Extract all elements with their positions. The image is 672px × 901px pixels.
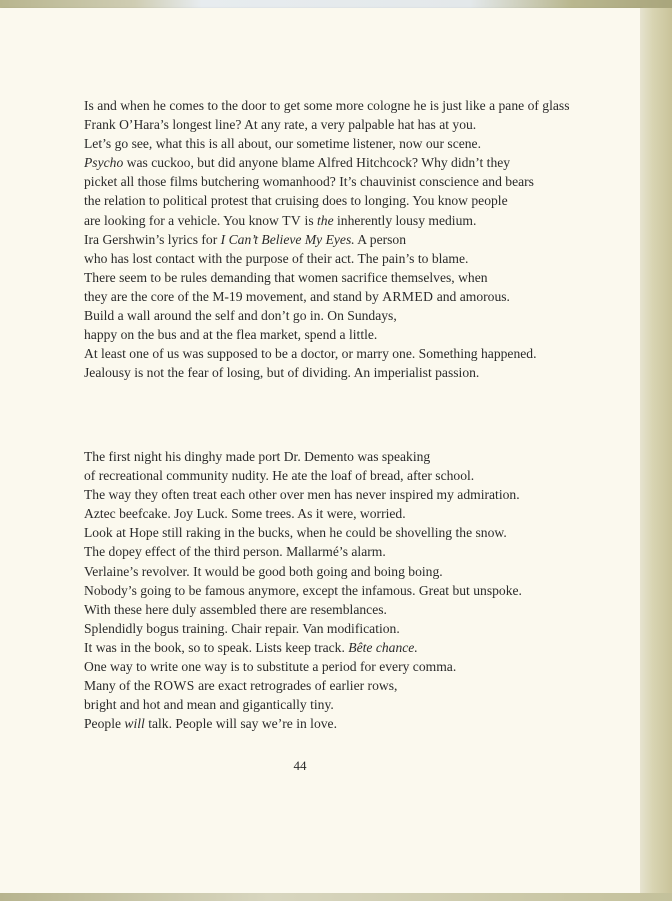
line-text: they are the core of the M-19 movement, and stand by: [84, 288, 383, 304]
line-text: bright and hot and mean and gigantically tiny.: [84, 697, 334, 713]
line-text: Jealousy is not the fear of losing, but of dividing. An imperialist passion.: [84, 365, 480, 381]
line-text: picket all those films butchering womanhood? It’s chauvinist conscience and bears: [84, 174, 534, 190]
line-text: Is and when he comes to the door to get some more cologne he is just like a pane of glass: [84, 98, 570, 113]
line-text: The dopey effect of the third person. Mallarmé’s alarm.: [84, 544, 386, 560]
poem-line: [84, 96, 569, 115]
line-text: Splendidly bogus training. Chair repair. Van modification.: [84, 620, 400, 636]
line-text: the relation to political protest that cruising does to longing. You know people: [84, 193, 508, 209]
poem-line: [84, 153, 569, 172]
line-text: One way to write one way is to substitute a period for every comma.: [84, 659, 457, 675]
poem-line: [84, 325, 569, 344]
poem-line: [84, 638, 522, 657]
line-text: There seem to be rules demanding that women sacrifice themselves, when: [84, 269, 488, 285]
poem-line: [84, 447, 522, 466]
line-text: is: [301, 212, 318, 228]
line-text: happy on the bus and at the flea market, spend a little.: [84, 327, 378, 343]
line-text: Ira Gershwin’s lyrics for: [84, 231, 221, 247]
line-text: Frank O’Hara’s longest line? At any rate, a very palpable hat has at you.: [84, 117, 477, 133]
poem-line: [84, 504, 522, 523]
line-text: talk. People will say we’re in love.: [144, 716, 337, 732]
poem-line: [84, 363, 569, 382]
poem-line: [84, 466, 522, 485]
line-text: are exact retrogrades of earlier rows,: [194, 678, 398, 694]
line-text: was cuckoo, but did anyone blame Alfred Hitchcock? Why didn’t they: [123, 155, 511, 171]
line-text: inherently lousy medium.: [333, 212, 477, 228]
poem-stanza-2: [84, 447, 522, 733]
poem-line: [84, 344, 569, 363]
line-text: It was in the book, so to speak. Lists keep track.: [84, 639, 349, 655]
line-text: A person: [354, 231, 407, 247]
poem-line: [84, 542, 522, 561]
italic-text: Psycho: [84, 155, 124, 171]
poem-line: [84, 134, 569, 153]
line-text: People: [84, 716, 125, 732]
line-text: At least one of us was supposed to be a doctor, or marry one. Something happened.: [84, 346, 537, 362]
poem-line: [84, 676, 522, 695]
small-caps-text: TV: [282, 212, 302, 228]
italic-text: Bête chance.: [348, 639, 418, 655]
poem-line: [84, 249, 569, 268]
small-caps-text: ROWS: [153, 678, 195, 694]
italic-text: I Can’t Believe My Eyes.: [220, 231, 355, 247]
italic-text: will: [124, 716, 145, 732]
poem-line: [84, 657, 522, 676]
poem-line: [84, 287, 569, 306]
poem-line: [84, 562, 522, 581]
small-caps-text: ARMED: [382, 288, 434, 304]
poem-line: [84, 485, 522, 504]
line-text: Verlaine’s revolver. It would be good both going and boing boing.: [84, 563, 443, 579]
poem-line: [84, 268, 569, 287]
scan-right-margin: [640, 8, 672, 893]
line-text: who has lost contact with the purpose of their act. The pain’s to blame.: [84, 250, 469, 266]
poem-line: [84, 523, 522, 542]
line-text: are looking for a vehicle. You know: [84, 212, 283, 228]
line-text: With these here duly assembled there are resemblances.: [84, 601, 387, 617]
line-text: The first night his dinghy made port Dr. Demento was speaking: [84, 449, 431, 464]
poem-line: [84, 714, 522, 733]
line-text: The way they often treat each other over men has never inspired my admiration.: [84, 487, 520, 503]
poem-line: [84, 581, 522, 600]
poem-line: [84, 230, 569, 249]
poem-line: [84, 172, 569, 191]
poem-stanza-1: [84, 96, 569, 382]
poem-line: [84, 695, 522, 714]
poem-line: [84, 191, 569, 210]
book-page: [0, 8, 640, 893]
line-text: Build a wall around the self and don’t go in. On Sundays,: [84, 308, 397, 324]
line-text: Let’s go see, what this is all about, our sometime listener, now our scene.: [84, 136, 481, 152]
poem-line: [84, 115, 569, 134]
line-text: of recreational community nudity. He ate the loaf of bread, after school.: [84, 468, 475, 484]
italic-text: the: [317, 212, 334, 228]
poem-line: [84, 306, 569, 325]
line-text: Nobody’s going to be famous anymore, except the infamous. Great but unspoke.: [84, 582, 522, 598]
page-number: 44: [293, 758, 307, 773]
line-text: and amorous.: [433, 288, 510, 304]
line-text: Aztec beefcake. Joy Luck. Some trees. As it were, worried.: [84, 506, 406, 522]
line-text: Many of the: [84, 678, 154, 694]
scan-bottom-edge: [0, 893, 672, 901]
poem-line: [84, 600, 522, 619]
poem-line: [84, 211, 569, 230]
poem-line: [84, 619, 522, 638]
line-text: Look at Hope still raking in the bucks, when he could be shovelling the snow.: [84, 525, 507, 541]
